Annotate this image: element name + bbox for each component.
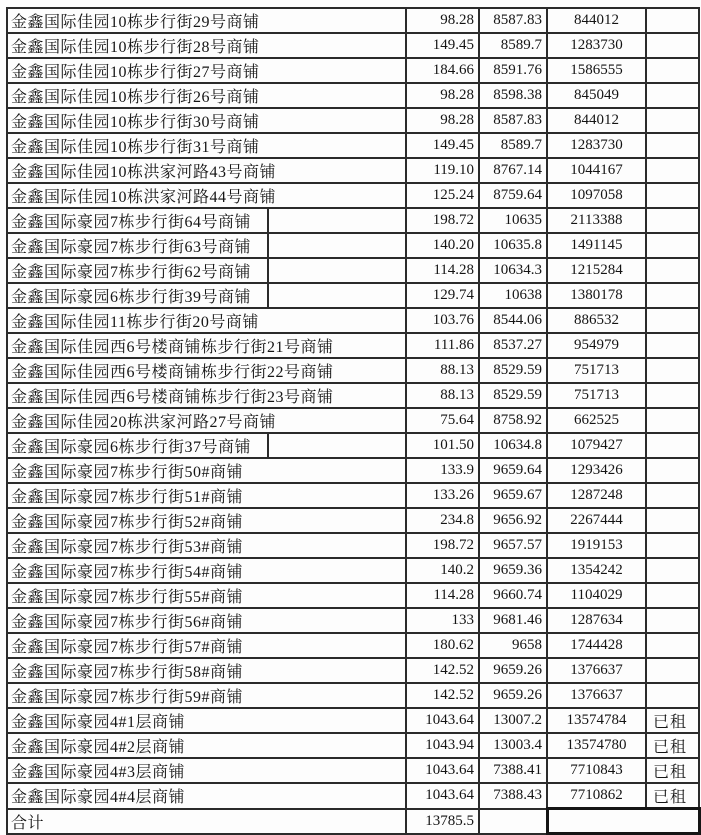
cell-property-name: 金鑫国际豪园7栋步行街50#商铺 <box>7 458 406 483</box>
cell-area: 198.72 <box>406 208 479 233</box>
cell-rent-status <box>646 533 699 558</box>
cell-rent-status <box>646 333 699 358</box>
cell-area: 133.9 <box>406 458 479 483</box>
cell-price: 8544.06 <box>479 308 547 333</box>
property-rent-table <box>6 7 701 835</box>
table-row <box>7 608 699 633</box>
cell-price: 13007.2 <box>479 708 547 733</box>
table-row <box>7 383 699 408</box>
cell-rent-status <box>646 383 699 408</box>
table-row <box>7 283 699 308</box>
cell-property-name: 金鑫国际豪园7栋步行街52#商铺 <box>7 508 406 533</box>
cell-price: 8767.14 <box>479 158 547 183</box>
cell-property-name: 金鑫国际豪园7栋步行街51#商铺 <box>7 483 406 508</box>
cell-rent-status <box>646 608 699 633</box>
table-row <box>7 583 699 608</box>
cell-property-name: 金鑫国际豪园7栋步行街54#商铺 <box>7 558 406 583</box>
cell-price: 10634.3 <box>479 258 547 283</box>
cell-rent-status <box>646 683 699 708</box>
cell-price: 9658 <box>479 633 547 658</box>
cell-total-amount: 1287248 <box>547 483 646 508</box>
cell-property-name: 金鑫国际豪园7栋步行街62号商铺 <box>7 258 268 283</box>
table-row <box>7 158 699 183</box>
cell-price: 8758.92 <box>479 408 547 433</box>
table-row <box>7 233 699 258</box>
cell-rent-status <box>646 258 699 283</box>
cell-property-name: 金鑫国际佳园10栋洪家河路44号商铺 <box>7 183 406 208</box>
cell-total-amount: 1283730 <box>547 133 646 158</box>
cell-price: 9681.46 <box>479 608 547 633</box>
cell-area: 133 <box>406 608 479 633</box>
cell-price: 8529.59 <box>479 383 547 408</box>
cell-area: 133.26 <box>406 483 479 508</box>
cell-area: 1043.94 <box>406 733 479 758</box>
cell-rent-status <box>646 633 699 658</box>
table-row <box>7 83 699 108</box>
cell-price: 10635 <box>479 208 547 233</box>
cell-total-amount: 7710862 <box>547 783 646 809</box>
cell-property-name: 金鑫国际豪园6栋步行街39号商铺 <box>7 283 268 308</box>
cell-price: 9659.26 <box>479 683 547 708</box>
cell-area: 119.10 <box>406 158 479 183</box>
cell-price: 8587.83 <box>479 8 547 33</box>
cell-rent-status <box>646 283 699 308</box>
cell-rent-status <box>646 458 699 483</box>
cell-total-amount: 7710843 <box>547 758 646 783</box>
cell-name-filler <box>268 208 406 233</box>
cell-price <box>479 809 547 834</box>
cell-total-amount: 751713 <box>547 358 646 383</box>
cell-price: 8759.64 <box>479 183 547 208</box>
table-row <box>7 108 699 133</box>
cell-area: 103.76 <box>406 308 479 333</box>
cell-rent-status <box>646 358 699 383</box>
cell-rent-status <box>646 658 699 683</box>
table-row <box>7 258 699 283</box>
cell-total-amount: 1215284 <box>547 258 646 283</box>
cell-total-amount: 751713 <box>547 383 646 408</box>
table-row <box>7 683 699 708</box>
cell-price: 9659.26 <box>479 658 547 683</box>
table-row <box>7 458 699 483</box>
cell-total-amount: 1744428 <box>547 633 646 658</box>
cell-property-name: 金鑫国际佳园20栋洪家河路27号商铺 <box>7 408 406 433</box>
cell-property-name: 金鑫国际豪园4#1层商铺 <box>7 708 406 733</box>
cell-total-amount: 844012 <box>547 108 646 133</box>
cell-property-name: 金鑫国际佳园10栋步行街30号商铺 <box>7 108 406 133</box>
cell-property-name: 金鑫国际豪园7栋步行街58#商铺 <box>7 658 406 683</box>
cell-total-amount: 844012 <box>547 8 646 33</box>
cell-property-name: 金鑫国际豪园7栋步行街55#商铺 <box>7 583 406 608</box>
table-row <box>7 733 699 758</box>
cell-rent-status <box>646 408 699 433</box>
cell-property-name: 金鑫国际佳园11栋步行街20号商铺 <box>7 308 406 333</box>
cell-total-amount: 1293426 <box>547 458 646 483</box>
table-row <box>7 8 699 33</box>
cell-area: 140.20 <box>406 233 479 258</box>
cell-total-amount: 1491145 <box>547 233 646 258</box>
cell-price: 9660.74 <box>479 583 547 608</box>
cell-total-amount: 1376637 <box>547 658 646 683</box>
cell-rent-status <box>646 583 699 608</box>
table-row <box>7 558 699 583</box>
cell-total-area: 13785.5 <box>406 809 479 834</box>
cell-property-name: 金鑫国际佳园10栋步行街29号商铺 <box>7 8 406 33</box>
cell-property-name: 金鑫国际佳园西6号楼商铺栋步行街23号商铺 <box>7 383 406 408</box>
cell-price: 9659.64 <box>479 458 547 483</box>
cell-price: 10634.8 <box>479 433 547 458</box>
cell-property-name: 金鑫国际佳园10栋洪家河路43号商铺 <box>7 158 406 183</box>
cell-price: 8529.59 <box>479 358 547 383</box>
table-row <box>7 208 699 233</box>
cell-property-name: 金鑫国际佳园10栋步行街28号商铺 <box>7 33 406 58</box>
cell-rent-status <box>646 8 699 33</box>
cell-name-filler <box>268 433 406 458</box>
cell-rent-status <box>646 558 699 583</box>
cell-area: 114.28 <box>406 583 479 608</box>
cell-price: 9656.92 <box>479 508 547 533</box>
cell-area: 140.2 <box>406 558 479 583</box>
table-row <box>7 433 699 458</box>
cell-property-name: 金鑫国际豪园7栋步行街59#商铺 <box>7 683 406 708</box>
cell-area: 98.28 <box>406 83 479 108</box>
cell-price: 8589.7 <box>479 33 547 58</box>
cell-name-filler <box>268 233 406 258</box>
cell-price: 13003.4 <box>479 733 547 758</box>
cell-total-amount: 13574780 <box>547 733 646 758</box>
cell-area: 125.24 <box>406 183 479 208</box>
cell-price: 9659.67 <box>479 483 547 508</box>
cell-property-name: 金鑫国际豪园7栋步行街56#商铺 <box>7 608 406 633</box>
cell-total-amount: 1354242 <box>547 558 646 583</box>
cell-area: 1043.64 <box>406 783 479 809</box>
cell-total-amount: 845049 <box>547 83 646 108</box>
cell-total-amount: 1586555 <box>547 58 646 83</box>
table-row <box>7 183 699 208</box>
cell-area: 111.86 <box>406 333 479 358</box>
cell-price: 8591.76 <box>479 58 547 83</box>
cell-area: 184.66 <box>406 58 479 83</box>
table-row <box>7 758 699 783</box>
cell-property-name: 金鑫国际佳园10栋步行街26号商铺 <box>7 83 406 108</box>
cell-rent-status: 已租 <box>646 733 699 758</box>
cell-area: 98.28 <box>406 8 479 33</box>
cell-price: 8587.83 <box>479 108 547 133</box>
cell-total-label: 合计 <box>7 809 406 834</box>
cell-area: 101.50 <box>406 433 479 458</box>
cell-area: 1043.64 <box>406 758 479 783</box>
cell-area: 149.45 <box>406 33 479 58</box>
cell-property-name: 金鑫国际豪园4#4层商铺 <box>7 783 406 809</box>
cell-property-name: 金鑫国际豪园4#2层商铺 <box>7 733 406 758</box>
cell-area: 142.52 <box>406 683 479 708</box>
cell-total-amount: 1283730 <box>547 33 646 58</box>
cell-total-status-merged <box>547 809 699 834</box>
cell-price: 10635.8 <box>479 233 547 258</box>
cell-total-amount: 1097058 <box>547 183 646 208</box>
table-row <box>7 658 699 683</box>
cell-area: 180.62 <box>406 633 479 658</box>
cell-rent-status: 已租 <box>646 758 699 783</box>
cell-total-amount: 1919153 <box>547 533 646 558</box>
table-row <box>7 708 699 733</box>
cell-area: 75.64 <box>406 408 479 433</box>
cell-area: 114.28 <box>406 258 479 283</box>
cell-total-amount: 886532 <box>547 308 646 333</box>
table-row <box>7 308 699 333</box>
cell-rent-status: 已租 <box>646 708 699 733</box>
cell-area: 234.8 <box>406 508 479 533</box>
cell-name-filler <box>268 283 406 308</box>
table-row <box>7 133 699 158</box>
total-row <box>7 809 699 834</box>
cell-total-amount: 954979 <box>547 333 646 358</box>
cell-rent-status <box>646 433 699 458</box>
cell-area: 129.74 <box>406 283 479 308</box>
cell-property-name: 金鑫国际豪园7栋步行街64号商铺 <box>7 208 268 233</box>
cell-area: 198.72 <box>406 533 479 558</box>
cell-area: 149.45 <box>406 133 479 158</box>
cell-total-amount: 13574784 <box>547 708 646 733</box>
cell-price: 8589.7 <box>479 133 547 158</box>
cell-total-amount: 1079427 <box>547 433 646 458</box>
cell-property-name: 金鑫国际豪园4#3层商铺 <box>7 758 406 783</box>
table-row <box>7 633 699 658</box>
cell-property-name: 金鑫国际豪园7栋步行街53#商铺 <box>7 533 406 558</box>
cell-property-name: 金鑫国际佳园西6号楼商铺栋步行街21号商铺 <box>7 333 406 358</box>
cell-area: 142.52 <box>406 658 479 683</box>
cell-rent-status <box>646 108 699 133</box>
table-row <box>7 783 699 809</box>
property-table-body <box>7 8 699 834</box>
cell-price: 10638 <box>479 283 547 308</box>
cell-price: 8537.27 <box>479 333 547 358</box>
cell-total-amount: 1287634 <box>547 608 646 633</box>
table-row <box>7 483 699 508</box>
table-row <box>7 358 699 383</box>
cell-rent-status <box>646 58 699 83</box>
cell-price: 7388.43 <box>479 783 547 809</box>
cell-price: 8598.38 <box>479 83 547 108</box>
cell-property-name: 金鑫国际豪园7栋步行街63号商铺 <box>7 233 268 258</box>
cell-rent-status <box>646 508 699 533</box>
cell-total-amount: 1380178 <box>547 283 646 308</box>
cell-price: 9659.36 <box>479 558 547 583</box>
table-row <box>7 33 699 58</box>
cell-rent-status <box>646 233 699 258</box>
cell-property-name: 金鑫国际佳园10栋步行街27号商铺 <box>7 58 406 83</box>
cell-rent-status: 已租 <box>646 783 699 809</box>
cell-rent-status <box>646 158 699 183</box>
table-row <box>7 408 699 433</box>
cell-total-amount: 662525 <box>547 408 646 433</box>
table-row <box>7 58 699 83</box>
cell-price: 7388.41 <box>479 758 547 783</box>
table-row <box>7 333 699 358</box>
cell-rent-status <box>646 183 699 208</box>
cell-rent-status <box>646 133 699 158</box>
cell-total-amount: 1376637 <box>547 683 646 708</box>
cell-property-name: 金鑫国际佳园西6号楼商铺栋步行街22号商铺 <box>7 358 406 383</box>
cell-rent-status <box>646 308 699 333</box>
cell-area: 88.13 <box>406 358 479 383</box>
cell-total-amount: 2113388 <box>547 208 646 233</box>
cell-rent-status <box>646 83 699 108</box>
cell-property-name: 金鑫国际佳园10栋步行街31号商铺 <box>7 133 406 158</box>
cell-property-name: 金鑫国际豪园7栋步行街57#商铺 <box>7 633 406 658</box>
cell-total-amount: 1104029 <box>547 583 646 608</box>
cell-rent-status <box>646 483 699 508</box>
cell-rent-status <box>646 208 699 233</box>
cell-total-amount: 1044167 <box>547 158 646 183</box>
cell-total-amount: 2267444 <box>547 508 646 533</box>
cell-area: 88.13 <box>406 383 479 408</box>
table-row <box>7 533 699 558</box>
cell-price: 9657.57 <box>479 533 547 558</box>
cell-name-filler <box>268 258 406 283</box>
cell-area: 1043.64 <box>406 708 479 733</box>
cell-property-name: 金鑫国际豪园6栋步行街37号商铺 <box>7 433 268 458</box>
cell-rent-status <box>646 33 699 58</box>
cell-area: 98.28 <box>406 108 479 133</box>
table-row <box>7 508 699 533</box>
